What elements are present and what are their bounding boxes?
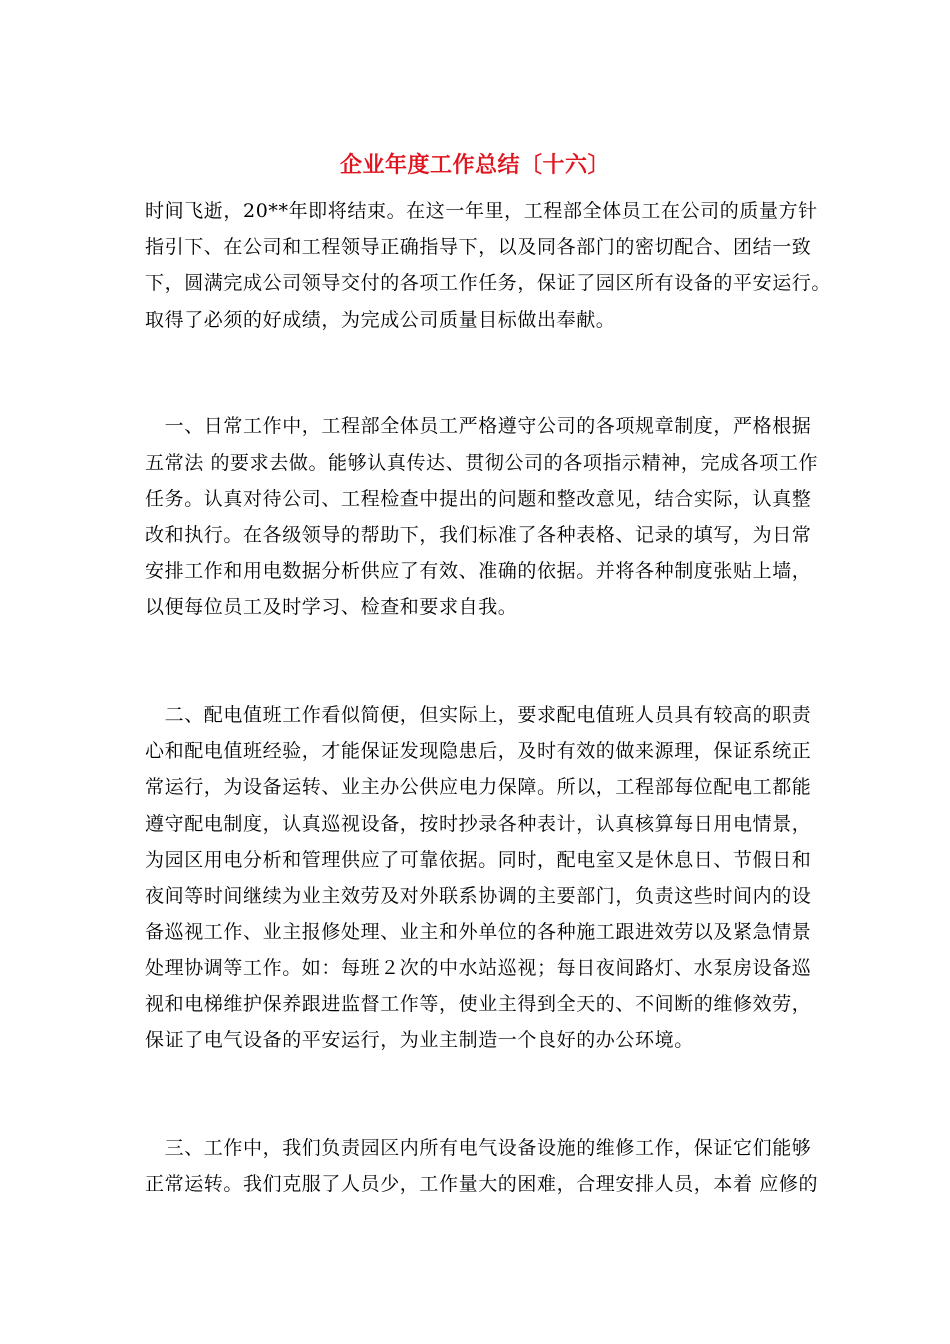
paragraph-3-line-1: 二、配电值班工作看似简便，但实际上，要求配电值班人员具有较高的职责 [145,704,812,726]
paragraph-1-line-1: 时间飞逝，20**年即将结束。在这一年里，工程部全体员工在公司的质量方针 [145,200,818,222]
paragraph-2-line-5: 安排工作和用电数据分析供应了有效、准确的依据。并将各种制度张贴上墙， [145,560,812,582]
document-title: 企业年度工作总结〔十六〕 [339,152,610,178]
paragraph-4-line-1: 三、工作中，我们负责园区内所有电气设备设施的维修工作，保证它们能够 [145,1137,812,1159]
paragraph-2-line-4: 改和执行。在各级领导的帮助下，我们标准了各种表格、记录的填写，为日常 [145,524,812,546]
paragraph-4-line-2: 正常运转。我们克服了人员少，工作量大的困难，合理安排人员，本着 应修的 [145,1173,819,1195]
paragraph-3-line-8: 处理协调等工作。如：每班２次的中水站巡视；每日夜间路灯、水泵房设备巡 [145,957,812,979]
paragraph-1-line-3: 下，圆满完成公司领导交付的各项工作任务，保证了园区所有设备的平安运行。 [145,272,832,294]
paragraph-2-line-1: 一、日常工作中，工程部全体员工严格遵守公司的各项规章制度，严格根据 [145,415,812,437]
paragraph-3-line-2: 心和配电值班经验，才能保证发现隐患后，及时有效的做来源理，保证系统正 [145,740,812,762]
paragraph-3-line-6: 夜间等时间继续为业主效劳及对外联系协调的主要部门，负责这些时间内的设 [145,885,812,907]
paragraph-2-line-6: 以便每位员工及时学习、检查和要求自我。 [145,596,518,618]
paragraph-2-line-2: 五常法 的要求去做。能够认真传达、贯彻公司的各项指示精神，完成各项工作 [145,452,819,474]
paragraph-3-line-10: 保证了电气设备的平安运行，为业主制造一个良好的办公环境。 [145,1029,694,1051]
paragraph-3-line-4: 遵守配电制度，认真巡视设备，按时抄录各种表计，认真核算每日用电情景， [145,813,812,835]
paragraph-3-line-7: 备巡视工作、业主报修处理、业主和外单位的各种施工跟进效劳以及紧急情景 [145,921,812,943]
paragraph-1-line-2: 指引下、在公司和工程领导正确指导下，以及同各部门的密切配合、团结一致 [145,236,812,258]
paragraph-3-line-9: 视和电梯维护保养跟进监督工作等，使业主得到全天的、不间断的维修效劳， [145,993,812,1015]
paragraph-3-line-3: 常运行，为设备运转、业主办公供应电力保障。所以，工程部每位配电工都能 [145,776,812,798]
paragraph-3-line-5: 为园区用电分析和管理供应了可靠依据。同时，配电室又是休息日、节假日和 [145,849,812,871]
paragraph-1-line-4: 取得了必须的好成绩，为完成公司质量目标做出奉献。 [145,309,616,331]
paragraph-2-line-3: 任务。认真对待公司、工程检查中提出的问题和整改意见，结合实际，认真整 [145,488,812,510]
